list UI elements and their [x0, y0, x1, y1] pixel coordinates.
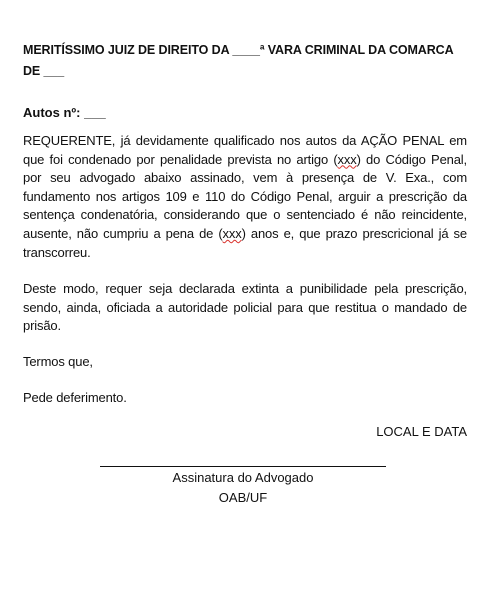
closing-request: Pede deferimento. — [23, 389, 127, 405]
signature-line — [100, 466, 386, 467]
paragraph-conclusion: Deste modo, requer seja declarada extinta a punibilidade pela prescrição, sendo, ainda, oficiada a autoridade policial para que restitua o mandado de prisão. — [23, 281, 467, 334]
paragraph-request-part-e: ) anos e, que prazo prescricional já se transcorreu. — [23, 225, 467, 260]
closing-terms: Termos que, — [23, 353, 93, 369]
signature-name: Assinatura do Advogado — [172, 470, 314, 485]
spellcheck-placeholder-article: xxx — [337, 151, 357, 167]
paragraph-request — [23, 132, 467, 262]
signature-block — [100, 466, 386, 507]
case-number-label: Autos nº: ___ — [23, 105, 106, 120]
petition-document — [23, 40, 467, 441]
local-and-date: LOCAL E DATA — [376, 424, 467, 440]
signature-oab: OAB/UF — [218, 490, 268, 505]
spellcheck-placeholder-years: xxx — [222, 225, 242, 241]
paragraph-request-part-a: REQUERENTE, já devidamente qualificado nos autos da AÇÃO PENAL em que foi condenado por penalidade prevista no artigo ( — [23, 133, 467, 167]
paragraph-request-part-c: ) do Código Penal, por seu advogado abaixo assinado, vem à presença de V. Exa., com fundamento nos artigos 109 e 110 do Código Penal, arguir a prescrição da sentença condenatória, considerando que o sentenciado é não reincidente, ausente, não cumpriu a pena de ( — [23, 151, 468, 241]
document-heading: MERITÍSSIMO JUIZ DE DIREITO DA ____ª VARA CRIMINAL DA COMARCA DE ___ — [23, 43, 454, 78]
